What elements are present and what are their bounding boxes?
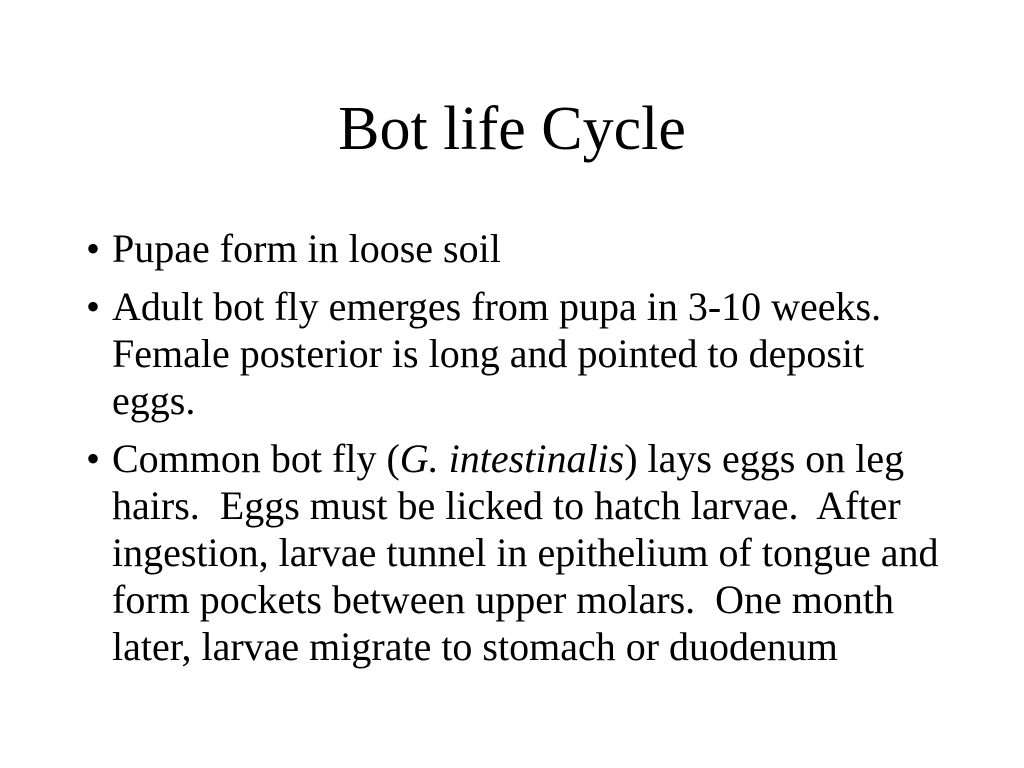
bullet-item: [86, 435, 976, 670]
bullet-text-line: [112, 623, 938, 670]
bullet-text-line: [112, 330, 881, 377]
bullet-marker: •: [86, 226, 101, 271]
bullet-marker: •: [86, 436, 101, 481]
bullet-item: [86, 225, 976, 272]
bullet-text: [112, 435, 938, 670]
bullet-list: [86, 225, 976, 670]
bullet-text-line: [112, 482, 938, 529]
text-segment: Pupae form in loose soil: [112, 226, 501, 271]
slide-title: Bot life Cycle: [338, 95, 686, 163]
text-segment: ingestion, larvae tunnel in epithelium of tongue and: [112, 530, 939, 575]
bullet-text: [112, 225, 501, 272]
text-segment: Female posterior is long and pointed to deposit: [112, 331, 865, 376]
text-segment: Common bot fly (: [112, 436, 400, 481]
text-segment: eggs.: [112, 378, 196, 423]
text-segment: hairs. Eggs must be licked to hatch larvae. After: [112, 483, 901, 528]
bullet-marker: •: [86, 284, 101, 329]
bullet-text-line: [112, 529, 938, 576]
text-segment: ) lays eggs on leg: [624, 436, 905, 481]
text-segment: later, larvae migrate to stomach or duodenum: [112, 624, 838, 669]
bullet-text-line: [112, 225, 501, 272]
text-segment: form pockets between upper molars. One month: [112, 577, 895, 622]
bullet-text-line: [112, 435, 938, 482]
bullet-text-line: [112, 377, 881, 424]
bullet-text-line: [112, 283, 881, 330]
bullet-text: [112, 283, 881, 424]
bullet-text-line: [112, 576, 938, 623]
species-name-italic: G. intestinalis: [399, 436, 625, 481]
bullet-item: [86, 283, 976, 424]
text-segment: Adult bot fly emerges from pupa in 3-10 weeks.: [112, 284, 882, 329]
